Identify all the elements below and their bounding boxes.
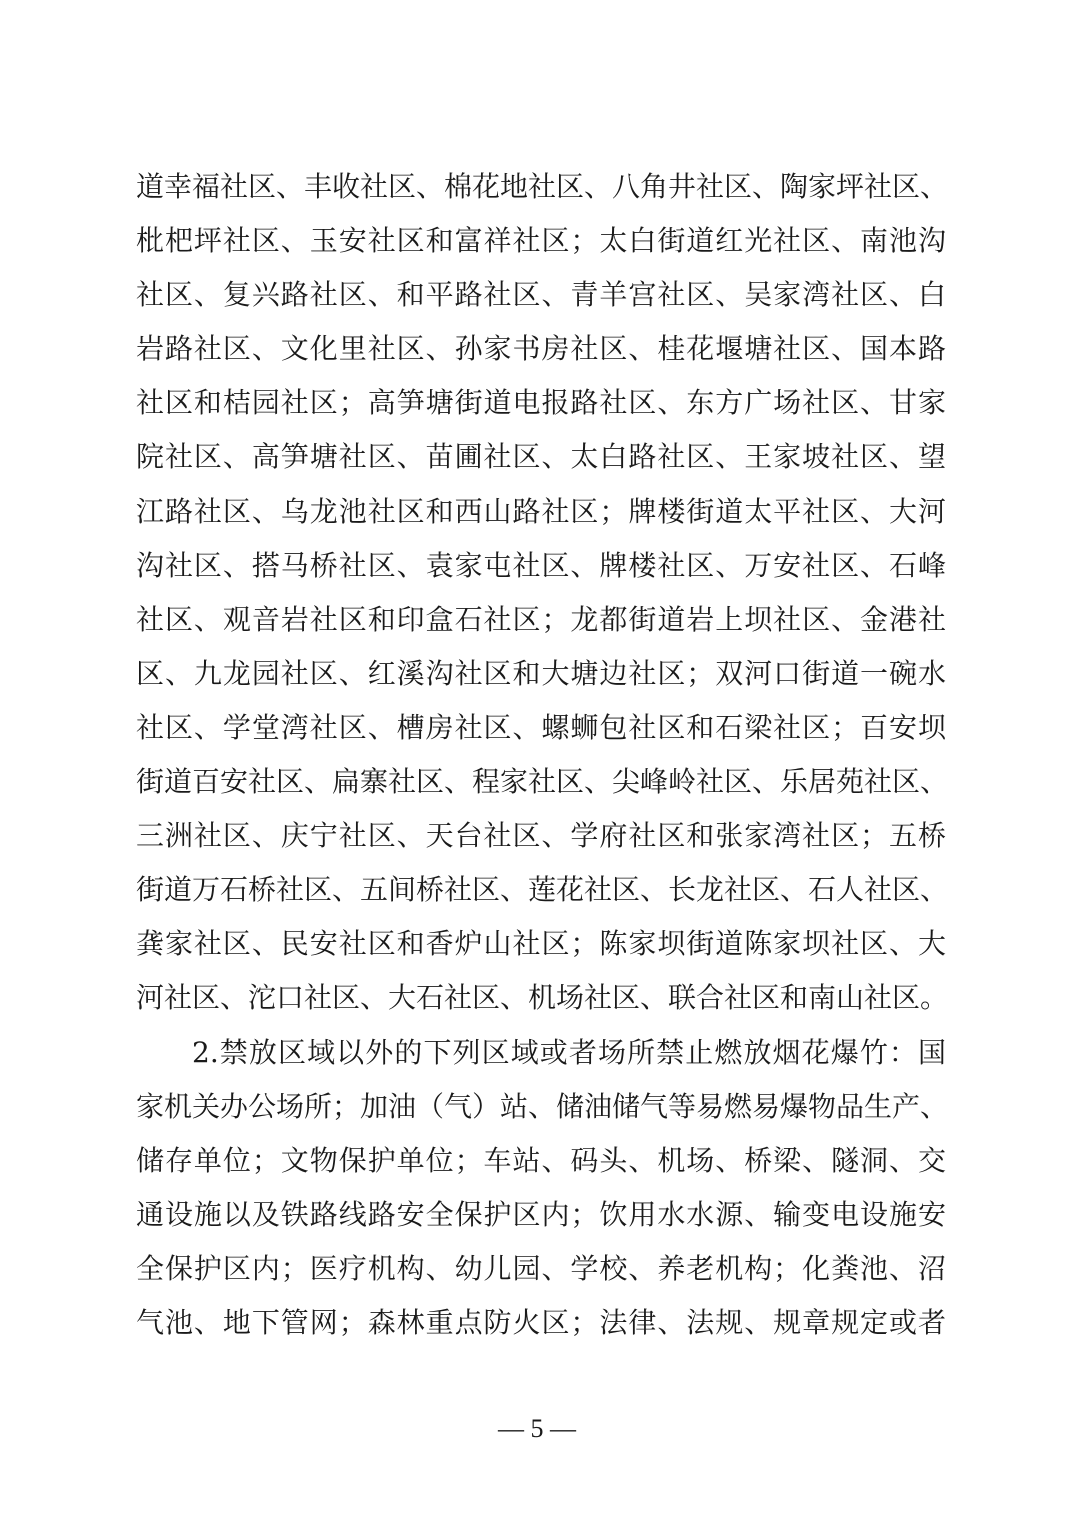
text-line: 社区、学堂湾社区、槽房社区、螺蛳包社区和石梁社区；百安坝 (136, 710, 946, 744)
text-line: 江路社区、乌龙池社区和西山路社区；牌楼街道太平社区、大河 (136, 494, 946, 528)
text-line: 道幸福社区、丰收社区、棉花地社区、八角井社区、陶家坪社区、 (136, 170, 949, 203)
text-line: 街道万石桥社区、五间桥社区、莲花社区、长龙社区、石人社区、 (136, 873, 949, 907)
body-text (136, 160, 949, 1350)
text-line: 院社区、高笋塘社区、苗圃社区、太白路社区、王家坡社区、望 (136, 440, 946, 474)
text-line: 通设施以及铁路线路安全保护区内；饮用水水源、输变电设施安 (136, 1197, 946, 1231)
text-line: 河社区、沱口社区、大石社区、机场社区、联合社区和南山社区。 (136, 981, 949, 1015)
text-line: 社区、观音岩社区和印盒石社区；龙都街道岩上坝社区、金港社 (136, 602, 946, 636)
text-line: 全保护区内；医疗机构、幼儿园、学校、养老机构；化粪池、沼 (136, 1251, 946, 1285)
text-line: 街道百安社区、扁寨社区、程家社区、尖峰岭社区、乐居苑社区、 (136, 765, 949, 799)
page-number: — 5 — (498, 1414, 576, 1443)
text-line: 枇杷坪社区、玉安社区和富祥社区；太白街道红光社区、南池沟 (136, 224, 946, 258)
text-line: 龚家社区、民安社区和香炉山社区；陈家坝街道陈家坝社区、大 (136, 927, 946, 961)
text-line: 社区和桔园社区；高笋塘街道电报路社区、东方广场社区、甘家 (136, 386, 946, 420)
text-line: 三洲社区、庆宁社区、天台社区、学府社区和张家湾社区；五桥 (136, 819, 946, 853)
text-line: 沟社区、搭马桥社区、袁家屯社区、牌楼社区、万安社区、石峰 (136, 548, 946, 582)
text-line: 区、九龙园社区、红溪沟社区和大塘边社区；双河口街道一碗水 (136, 656, 946, 690)
text-line: 储存单位；文物保护单位；车站、码头、机场、桥梁、隧洞、交 (136, 1143, 946, 1177)
text-line: 岩路社区、文化里社区、孙家书房社区、桂花堰塘社区、国本路 (136, 332, 946, 366)
text-line: 社区、复兴路社区、和平路社区、青羊宫社区、吴家湾社区、白 (136, 278, 946, 312)
text-line: 家机关办公场所；加油（气）站、储油储气等易燃易爆物品生产、 (136, 1089, 949, 1123)
text-line: 气池、地下管网；森林重点防火区；法律、法规、规章规定或者 (136, 1305, 946, 1339)
paragraph-start-line: 2.禁放区域以外的下列区域或者场所禁止燃放烟花爆竹：国 (192, 1035, 946, 1069)
